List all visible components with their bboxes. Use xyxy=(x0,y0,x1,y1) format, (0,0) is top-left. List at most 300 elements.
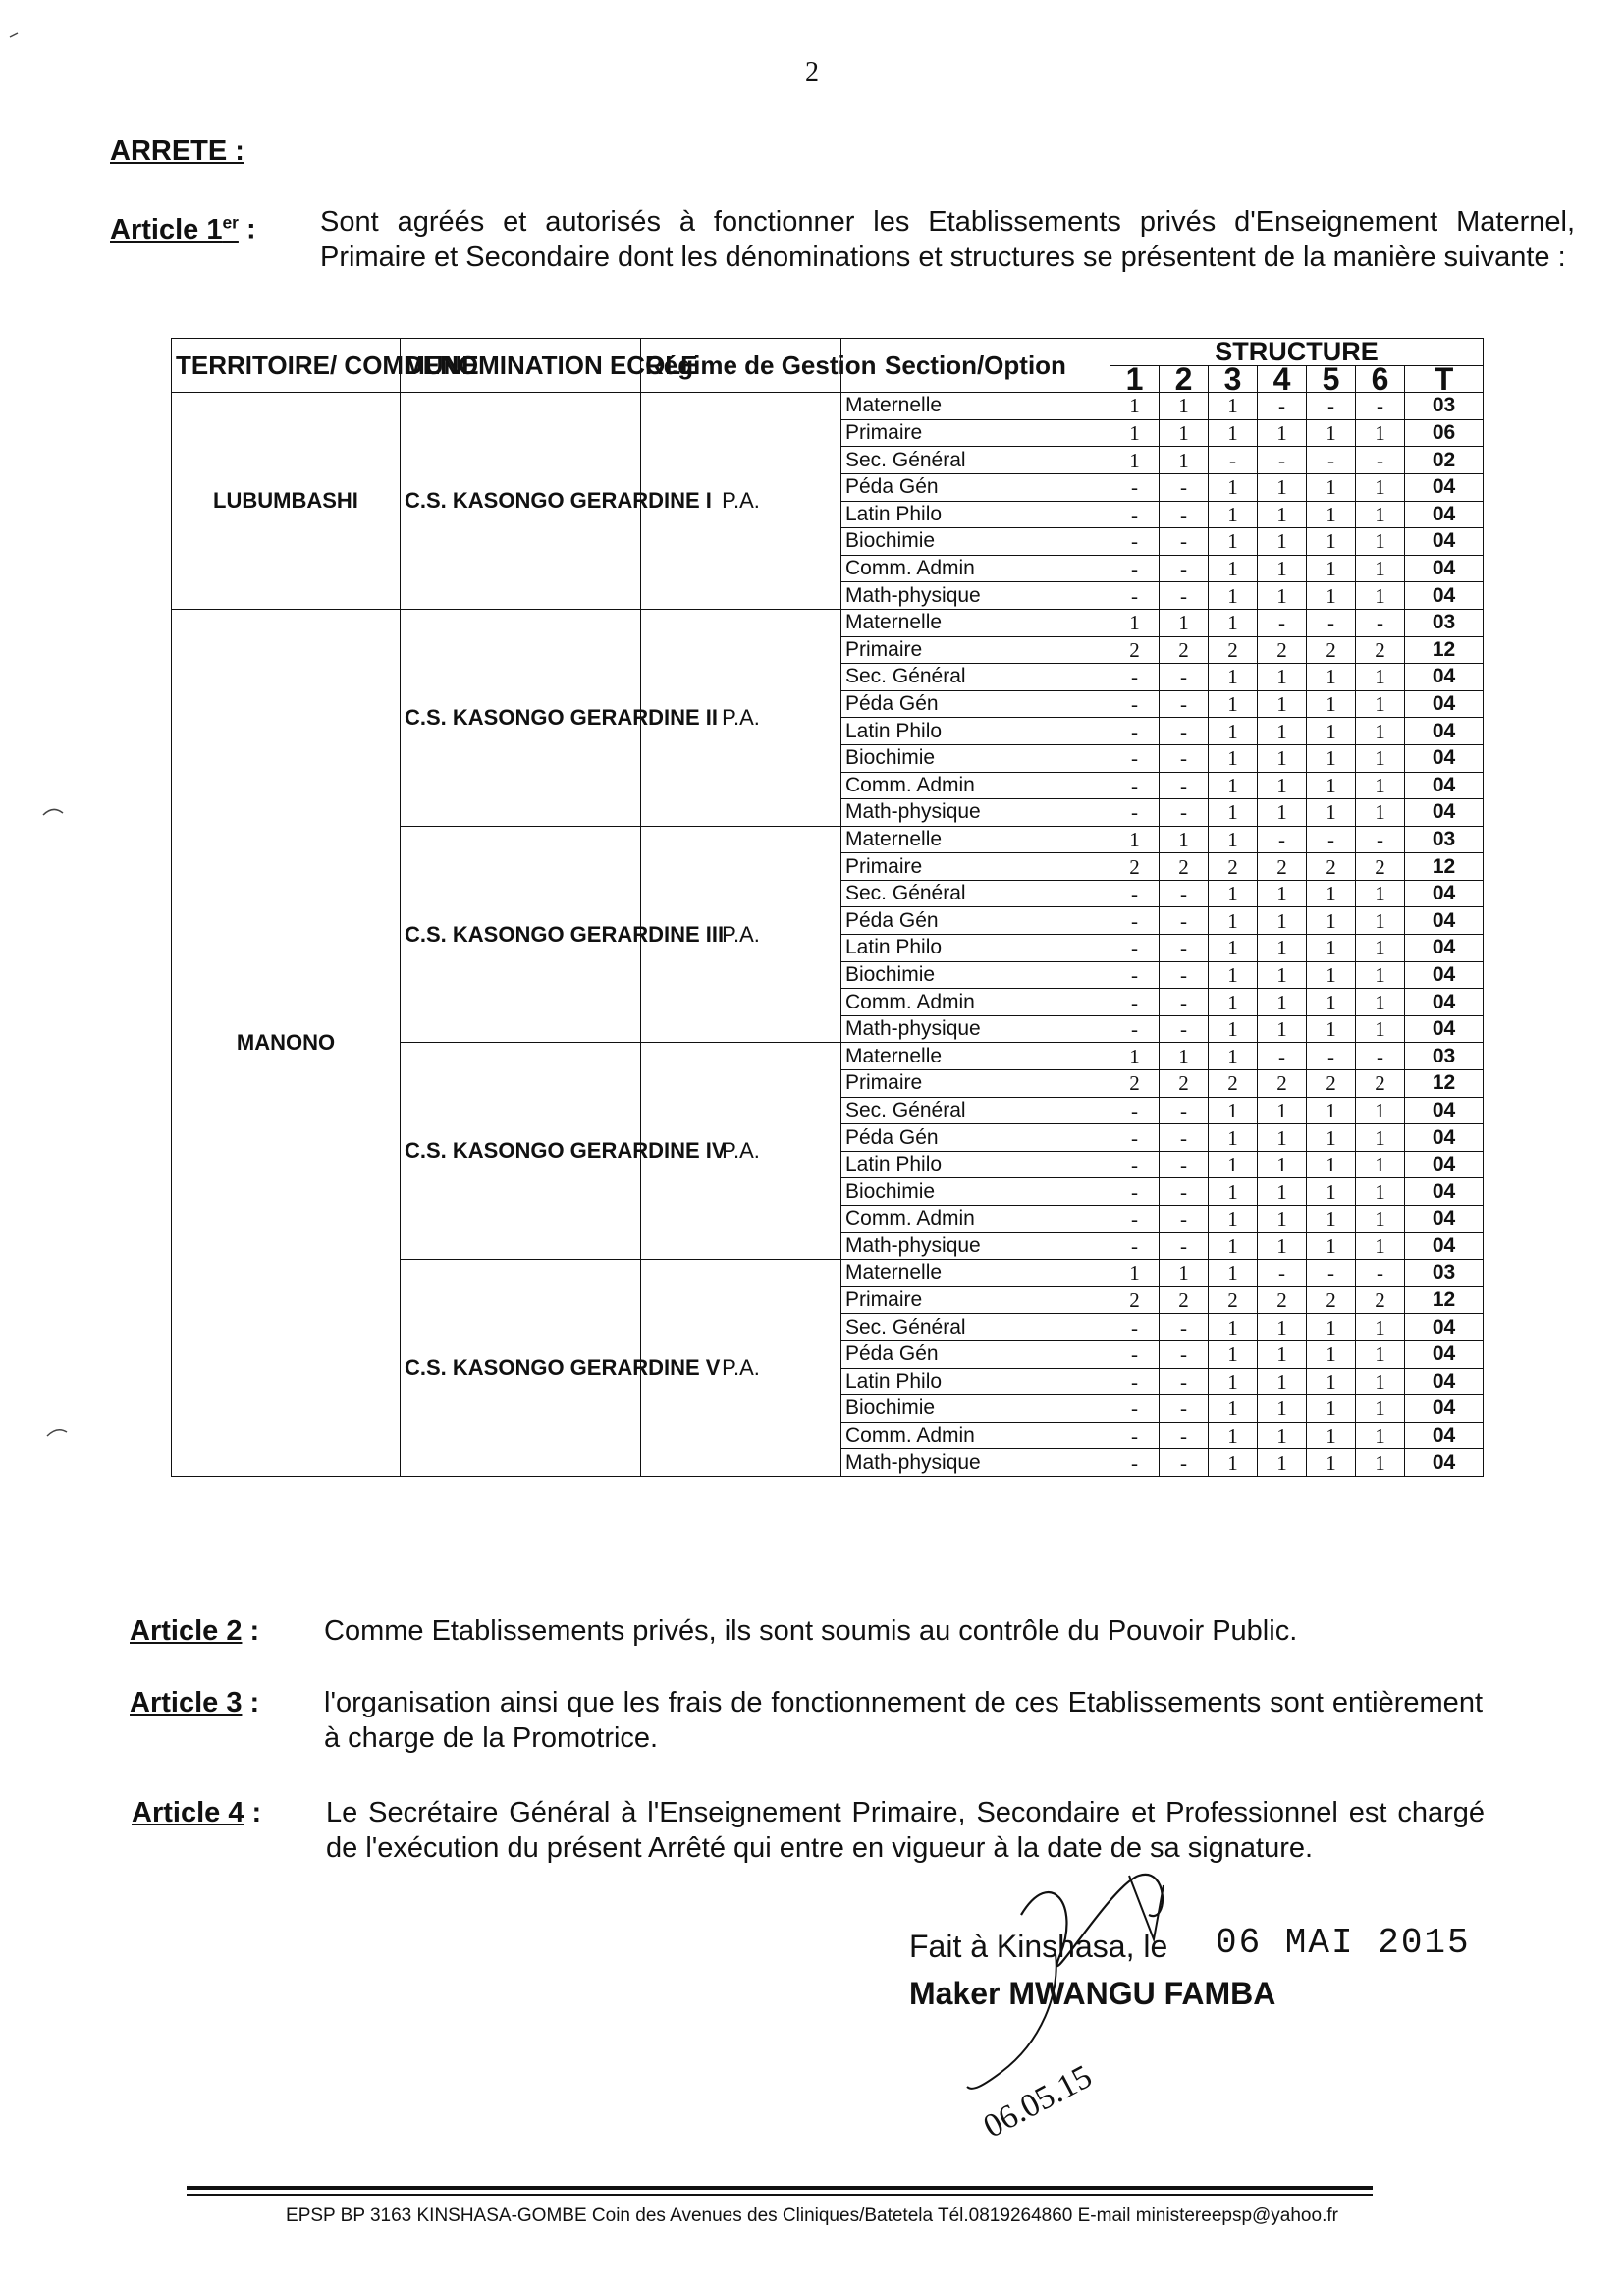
structure-value-cell: 1 xyxy=(1258,664,1307,691)
structure-value-cell: 1 xyxy=(1356,718,1405,745)
structure-value-cell: 1 xyxy=(1258,772,1307,799)
section-option-cell: Péda Gén xyxy=(841,473,1110,501)
structure-value-cell: 1 xyxy=(1258,989,1307,1016)
structure-value-cell: 1 xyxy=(1209,690,1258,718)
structure-value-cell: 1 xyxy=(1356,555,1405,582)
structure-value-cell: - xyxy=(1307,447,1356,474)
structure-total-cell: 04 xyxy=(1405,664,1484,691)
structure-value-cell: - xyxy=(1160,1015,1209,1043)
structure-value-cell: 1 xyxy=(1209,1097,1258,1124)
structure-total-cell: 04 xyxy=(1405,1097,1484,1124)
structure-value-cell: - xyxy=(1160,1314,1209,1341)
structure-value-cell: 1 xyxy=(1209,555,1258,582)
section-option-cell: Maternelle xyxy=(841,826,1110,853)
structure-value-cell: 1 xyxy=(1356,1015,1405,1043)
structure-value-cell: - xyxy=(1258,393,1307,420)
structure-total-cell: 04 xyxy=(1405,1395,1484,1423)
structure-value-cell: - xyxy=(1160,1124,1209,1152)
article-3-text: l'organisation ainsi que les frais de fonctionnement de ces Etablissements sont entièrement à charge de la Promotrice. xyxy=(324,1687,1483,1754)
section-option-cell: Biochimie xyxy=(841,961,1110,989)
regime-cell: P.A. xyxy=(641,826,841,1043)
structure-value-cell: 1 xyxy=(1307,1340,1356,1368)
section-option-cell: Latin Philo xyxy=(841,718,1110,745)
structure-total-cell: 04 xyxy=(1405,1206,1484,1233)
structure-total-cell: 04 xyxy=(1405,1449,1484,1477)
structure-total-cell: 04 xyxy=(1405,582,1484,610)
section-option-cell: Latin Philo xyxy=(841,935,1110,962)
structure-value-cell: 1 xyxy=(1307,664,1356,691)
structure-value-cell: 1 xyxy=(1307,1422,1356,1449)
structure-value-cell: 1 xyxy=(1356,1368,1405,1395)
structure-value-cell: 1 xyxy=(1307,799,1356,827)
structure-value-cell: 1 xyxy=(1307,1015,1356,1043)
structure-value-cell: - xyxy=(1160,1368,1209,1395)
structure-value-cell: 1 xyxy=(1209,1368,1258,1395)
structure-table xyxy=(171,338,1484,1477)
section-option-cell: Péda Gén xyxy=(841,907,1110,935)
structure-value-cell: 2 xyxy=(1209,853,1258,881)
structure-value-cell: 1 xyxy=(1160,826,1209,853)
structure-value-cell: 2 xyxy=(1160,636,1209,664)
structure-value-cell: 1 xyxy=(1209,1124,1258,1152)
structure-value-cell: - xyxy=(1110,1314,1160,1341)
structure-value-cell: 2 xyxy=(1307,636,1356,664)
structure-value-cell: 2 xyxy=(1160,1070,1209,1098)
structure-value-cell: 1 xyxy=(1209,961,1258,989)
structure-total-cell: 04 xyxy=(1405,1422,1484,1449)
structure-value-cell: - xyxy=(1110,690,1160,718)
section-option-cell: Sec. Général xyxy=(841,447,1110,474)
structure-total-cell: 04 xyxy=(1405,744,1484,772)
structure-value-cell: - xyxy=(1110,1340,1160,1368)
structure-value-cell: - xyxy=(1258,609,1307,636)
structure-total-cell: 03 xyxy=(1405,826,1484,853)
structure-value-cell: - xyxy=(1110,1449,1160,1477)
structure-value-cell: - xyxy=(1110,1232,1160,1260)
structure-value-cell: 1 xyxy=(1110,826,1160,853)
section-option-cell: Primaire xyxy=(841,419,1110,447)
structure-value-cell: 1 xyxy=(1307,1206,1356,1233)
header-col-4: 4 xyxy=(1258,365,1307,393)
structure-total-cell: 04 xyxy=(1405,1178,1484,1206)
territory-cell: MANONO xyxy=(172,609,401,1476)
structure-value-cell: 1 xyxy=(1307,772,1356,799)
structure-value-cell: 1 xyxy=(1209,1422,1258,1449)
structure-value-cell: - xyxy=(1160,1449,1209,1477)
structure-value-cell: - xyxy=(1110,1124,1160,1152)
header-col-2: 2 xyxy=(1160,365,1209,393)
structure-value-cell: 1 xyxy=(1258,1206,1307,1233)
section-option-cell: Primaire xyxy=(841,853,1110,881)
structure-value-cell: 1 xyxy=(1209,772,1258,799)
structure-value-cell: 1 xyxy=(1258,961,1307,989)
structure-value-cell: - xyxy=(1110,718,1160,745)
school-name-cell: C.S. KASONGO GERARDINE V xyxy=(401,1260,641,1477)
table-row xyxy=(172,609,1484,636)
structure-value-cell: - xyxy=(1356,609,1405,636)
structure-value-cell: 1 xyxy=(1258,1232,1307,1260)
structure-value-cell: 2 xyxy=(1110,636,1160,664)
structure-total-cell: 04 xyxy=(1405,1314,1484,1341)
section-option-cell: Comm. Admin xyxy=(841,772,1110,799)
structure-value-cell: 1 xyxy=(1209,744,1258,772)
punch-mark xyxy=(47,1426,67,1438)
structure-value-cell: 1 xyxy=(1258,718,1307,745)
structure-value-cell: 1 xyxy=(1110,1260,1160,1287)
structure-value-cell: 1 xyxy=(1209,1340,1258,1368)
section-option-cell: Primaire xyxy=(841,636,1110,664)
structure-value-cell: 2 xyxy=(1307,853,1356,881)
structure-value-cell: 1 xyxy=(1356,1449,1405,1477)
structure-total-cell: 04 xyxy=(1405,718,1484,745)
structure-value-cell: 1 xyxy=(1356,664,1405,691)
structure-total-cell: 12 xyxy=(1405,1286,1484,1314)
structure-total-cell: 12 xyxy=(1405,853,1484,881)
article-1-label: Article 1er : xyxy=(110,212,256,245)
section-option-cell: Math-physique xyxy=(841,799,1110,827)
section-option-cell: Maternelle xyxy=(841,393,1110,420)
structure-value-cell: 2 xyxy=(1110,1286,1160,1314)
structure-value-cell: 1 xyxy=(1307,1124,1356,1152)
structure-value-cell: 1 xyxy=(1209,473,1258,501)
structure-value-cell: 1 xyxy=(1209,1314,1258,1341)
header-col-t: T xyxy=(1405,365,1484,393)
structure-value-cell: 1 xyxy=(1209,1043,1258,1070)
structure-value-cell: - xyxy=(1110,501,1160,528)
structure-value-cell: 1 xyxy=(1258,1422,1307,1449)
structure-value-cell: 1 xyxy=(1258,1151,1307,1178)
structure-value-cell: 1 xyxy=(1258,880,1307,907)
structure-value-cell: - xyxy=(1160,1340,1209,1368)
structure-value-cell: 1 xyxy=(1110,419,1160,447)
structure-total-cell: 04 xyxy=(1405,799,1484,827)
structure-value-cell: 1 xyxy=(1307,1395,1356,1423)
structure-value-cell: 1 xyxy=(1258,744,1307,772)
structure-value-cell: - xyxy=(1110,1368,1160,1395)
header-section: Section/Option xyxy=(841,339,1110,393)
structure-value-cell: 1 xyxy=(1356,1314,1405,1341)
structure-value-cell: 1 xyxy=(1258,1015,1307,1043)
structure-value-cell: 2 xyxy=(1209,1286,1258,1314)
structure-value-cell: - xyxy=(1110,473,1160,501)
section-option-cell: Péda Gén xyxy=(841,1124,1110,1152)
structure-value-cell: - xyxy=(1160,1178,1209,1206)
structure-value-cell: 1 xyxy=(1307,907,1356,935)
structure-value-cell: 1 xyxy=(1356,419,1405,447)
structure-value-cell: 2 xyxy=(1307,1070,1356,1098)
structure-value-cell: - xyxy=(1110,555,1160,582)
article-3-label: Article 3 : xyxy=(130,1687,260,1718)
section-option-cell: Biochimie xyxy=(841,1395,1110,1423)
regime-cell: P.A. xyxy=(641,1043,841,1260)
structure-value-cell: 2 xyxy=(1209,1070,1258,1098)
section-option-cell: Comm. Admin xyxy=(841,989,1110,1016)
structure-value-cell: 1 xyxy=(1160,1260,1209,1287)
structure-total-cell: 04 xyxy=(1405,528,1484,556)
structure-value-cell: 1 xyxy=(1307,473,1356,501)
structure-value-cell: 1 xyxy=(1209,664,1258,691)
section-option-cell: Péda Gén xyxy=(841,690,1110,718)
structure-value-cell: 2 xyxy=(1110,1070,1160,1098)
structure-value-cell: 1 xyxy=(1209,718,1258,745)
section-option-cell: Comm. Admin xyxy=(841,1422,1110,1449)
structure-total-cell: 04 xyxy=(1405,1232,1484,1260)
structure-value-cell: 1 xyxy=(1209,419,1258,447)
signature-place: Fait à Kinshasa, le xyxy=(909,1929,1168,1964)
section-option-cell: Comm. Admin xyxy=(841,555,1110,582)
structure-value-cell: 2 xyxy=(1307,1286,1356,1314)
structure-value-cell: 1 xyxy=(1110,609,1160,636)
structure-value-cell: 1 xyxy=(1160,419,1209,447)
structure-value-cell: 1 xyxy=(1258,528,1307,556)
structure-value-cell: - xyxy=(1110,1422,1160,1449)
structure-value-cell: - xyxy=(1160,1097,1209,1124)
structure-value-cell: - xyxy=(1356,826,1405,853)
article-2-label: Article 2 : xyxy=(130,1615,260,1647)
structure-value-cell: 1 xyxy=(1356,1232,1405,1260)
structure-value-cell: - xyxy=(1110,772,1160,799)
section-option-cell: Latin Philo xyxy=(841,1151,1110,1178)
structure-value-cell: 2 xyxy=(1258,853,1307,881)
section-option-cell: Biochimie xyxy=(841,528,1110,556)
structure-value-cell: 1 xyxy=(1356,1206,1405,1233)
structure-value-cell: - xyxy=(1307,393,1356,420)
punch-mark xyxy=(43,805,63,817)
structure-value-cell: - xyxy=(1160,1395,1209,1423)
structure-value-cell: - xyxy=(1356,1260,1405,1287)
structure-value-cell: 1 xyxy=(1110,393,1160,420)
page-number: 2 xyxy=(805,57,819,87)
structure-value-cell: 1 xyxy=(1258,1314,1307,1341)
structure-value-cell: 2 xyxy=(1356,1286,1405,1314)
structure-value-cell: 2 xyxy=(1356,853,1405,881)
structure-value-cell: 2 xyxy=(1356,636,1405,664)
structure-value-cell: 1 xyxy=(1356,1124,1405,1152)
structure-value-cell: 1 xyxy=(1356,744,1405,772)
structure-value-cell: 1 xyxy=(1307,582,1356,610)
structure-value-cell: 1 xyxy=(1209,1178,1258,1206)
structure-value-cell: - xyxy=(1110,1206,1160,1233)
structure-value-cell: 1 xyxy=(1258,1178,1307,1206)
scan-mark xyxy=(8,29,27,41)
section-option-cell: Math-physique xyxy=(841,582,1110,610)
structure-value-cell: 1 xyxy=(1356,1422,1405,1449)
regime-cell: P.A. xyxy=(641,1260,841,1477)
structure-value-cell: - xyxy=(1110,582,1160,610)
structure-total-cell: 04 xyxy=(1405,1368,1484,1395)
section-option-cell: Latin Philo xyxy=(841,501,1110,528)
structure-value-cell: 1 xyxy=(1307,1097,1356,1124)
section-option-cell: Primaire xyxy=(841,1286,1110,1314)
structure-value-cell: 1 xyxy=(1258,799,1307,827)
structure-value-cell: 1 xyxy=(1209,501,1258,528)
structure-value-cell: - xyxy=(1160,880,1209,907)
structure-value-cell: 1 xyxy=(1307,935,1356,962)
section-option-cell: Sec. Général xyxy=(841,664,1110,691)
structure-value-cell: - xyxy=(1110,799,1160,827)
structure-value-cell: 2 xyxy=(1160,1286,1209,1314)
structure-total-cell: 04 xyxy=(1405,880,1484,907)
structure-value-cell: 1 xyxy=(1307,1232,1356,1260)
structure-value-cell: 1 xyxy=(1209,880,1258,907)
structure-value-cell: 1 xyxy=(1209,1395,1258,1423)
structure-value-cell: - xyxy=(1110,1178,1160,1206)
structure-value-cell: 1 xyxy=(1356,690,1405,718)
structure-value-cell: - xyxy=(1160,1232,1209,1260)
structure-value-cell: 1 xyxy=(1307,1151,1356,1178)
structure-total-cell: 04 xyxy=(1405,501,1484,528)
structure-value-cell: - xyxy=(1160,1151,1209,1178)
structure-value-cell: - xyxy=(1110,989,1160,1016)
article-1-text: Sont agréés et autorisés à fonctionner les Etablissements privés d'Enseignement Maternel, Primaire et Secondaire dont les dénominations et structures se présentent de la manière suivante : xyxy=(320,206,1575,273)
structure-value-cell: 1 xyxy=(1356,935,1405,962)
structure-value-cell: 1 xyxy=(1258,907,1307,935)
structure-value-cell: 1 xyxy=(1258,555,1307,582)
structure-value-cell: 1 xyxy=(1356,1151,1405,1178)
header-col-1: 1 xyxy=(1110,365,1160,393)
structure-total-cell: 12 xyxy=(1405,1070,1484,1098)
structure-value-cell: 2 xyxy=(1258,1070,1307,1098)
structure-value-cell: - xyxy=(1258,1260,1307,1287)
structure-value-cell: - xyxy=(1160,555,1209,582)
structure-value-cell: 1 xyxy=(1258,1449,1307,1477)
footer-address: EPSP BP 3163 KINSHASA-GOMBE Coin des Avenues des Cliniques/Batetela Tél.0819264860 E-mail ministereepsp@yahoo.fr xyxy=(286,2206,1338,2226)
structure-total-cell: 02 xyxy=(1405,447,1484,474)
structure-value-cell: 1 xyxy=(1258,1368,1307,1395)
structure-value-cell: - xyxy=(1110,907,1160,935)
structure-value-cell: 1 xyxy=(1209,582,1258,610)
section-option-cell: Sec. Général xyxy=(841,1314,1110,1341)
school-name-cell: C.S. KASONGO GERARDINE II xyxy=(401,609,641,826)
structure-value-cell: 1 xyxy=(1307,1449,1356,1477)
article-2-text: Comme Etablissements privés, ils sont soumis au contrôle du Pouvoir Public. xyxy=(324,1615,1298,1647)
date-stamp: 06 MAI 2015 xyxy=(1216,1923,1471,1963)
structure-value-cell: - xyxy=(1307,826,1356,853)
structure-value-cell: 1 xyxy=(1356,772,1405,799)
structure-value-cell: 1 xyxy=(1307,528,1356,556)
structure-value-cell: 1 xyxy=(1110,1043,1160,1070)
structure-value-cell: 1 xyxy=(1307,1368,1356,1395)
structure-value-cell: 1 xyxy=(1307,419,1356,447)
header-structure: STRUCTURE xyxy=(1110,339,1484,366)
structure-value-cell: 1 xyxy=(1258,1097,1307,1124)
section-option-cell: Maternelle xyxy=(841,609,1110,636)
structure-value-cell: 2 xyxy=(1160,853,1209,881)
structure-value-cell: 2 xyxy=(1110,853,1160,881)
structure-value-cell: - xyxy=(1160,772,1209,799)
structure-value-cell: 2 xyxy=(1258,636,1307,664)
school-name-cell: C.S. KASONGO GERARDINE IV xyxy=(401,1043,641,1260)
structure-total-cell: 03 xyxy=(1405,1260,1484,1287)
structure-value-cell: 1 xyxy=(1209,826,1258,853)
signatory-name: Maker MWANGU FAMBA xyxy=(909,1976,1276,2011)
structure-value-cell: 1 xyxy=(1258,473,1307,501)
structure-value-cell: 1 xyxy=(1356,1097,1405,1124)
structure-value-cell: - xyxy=(1160,744,1209,772)
school-name-cell: C.S. KASONGO GERARDINE I xyxy=(401,393,641,610)
structure-value-cell: - xyxy=(1160,961,1209,989)
structure-value-cell: - xyxy=(1160,473,1209,501)
structure-value-cell: - xyxy=(1356,1043,1405,1070)
structure-value-cell: 1 xyxy=(1356,799,1405,827)
structure-value-cell: - xyxy=(1160,718,1209,745)
structure-total-cell: 04 xyxy=(1405,1124,1484,1152)
structure-value-cell: 1 xyxy=(1356,907,1405,935)
structure-total-cell: 04 xyxy=(1405,907,1484,935)
structure-value-cell: 1 xyxy=(1356,880,1405,907)
handwritten-date: 06.05.15 xyxy=(977,2058,1099,2146)
header-col-3: 3 xyxy=(1209,365,1258,393)
structure-total-cell: 06 xyxy=(1405,419,1484,447)
structure-value-cell: 2 xyxy=(1209,636,1258,664)
structure-value-cell: - xyxy=(1110,880,1160,907)
school-name-cell: C.S. KASONGO GERARDINE III xyxy=(401,826,641,1043)
structure-value-cell: 1 xyxy=(1258,582,1307,610)
structure-value-cell: - xyxy=(1356,393,1405,420)
structure-value-cell: - xyxy=(1209,447,1258,474)
structure-value-cell: 1 xyxy=(1307,880,1356,907)
structure-value-cell: 1 xyxy=(1209,528,1258,556)
structure-value-cell: 1 xyxy=(1307,989,1356,1016)
footer-rule xyxy=(187,2186,1373,2190)
header-regime: Régime de Gestion xyxy=(641,339,841,393)
structure-value-cell: 1 xyxy=(1356,473,1405,501)
structure-value-cell: - xyxy=(1160,935,1209,962)
structure-value-cell: - xyxy=(1110,528,1160,556)
footer-rule-thin xyxy=(187,2194,1373,2196)
structure-value-cell: 1 xyxy=(1356,1178,1405,1206)
structure-value-cell: 1 xyxy=(1209,799,1258,827)
structure-total-cell: 04 xyxy=(1405,690,1484,718)
structure-value-cell: 1 xyxy=(1356,1340,1405,1368)
structure-value-cell: - xyxy=(1258,447,1307,474)
structure-value-cell: - xyxy=(1160,690,1209,718)
structure-total-cell: 04 xyxy=(1405,989,1484,1016)
structure-value-cell: 1 xyxy=(1307,1314,1356,1341)
structure-value-cell: - xyxy=(1110,744,1160,772)
structure-value-cell: 1 xyxy=(1258,1124,1307,1152)
structure-total-cell: 03 xyxy=(1405,1043,1484,1070)
structure-value-cell: 1 xyxy=(1258,1395,1307,1423)
structure-total-cell: 04 xyxy=(1405,772,1484,799)
structure-value-cell: - xyxy=(1160,501,1209,528)
section-option-cell: Biochimie xyxy=(841,1178,1110,1206)
structure-value-cell: 1 xyxy=(1356,501,1405,528)
structure-value-cell: 1 xyxy=(1209,1151,1258,1178)
arrete-heading: ARRETE : xyxy=(110,136,244,167)
structure-value-cell: 1 xyxy=(1307,690,1356,718)
regime-cell: P.A. xyxy=(641,393,841,610)
structure-value-cell: - xyxy=(1307,1260,1356,1287)
structure-total-cell: 12 xyxy=(1405,636,1484,664)
structure-value-cell: 1 xyxy=(1307,744,1356,772)
structure-value-cell: 1 xyxy=(1209,393,1258,420)
section-option-cell: Latin Philo xyxy=(841,1368,1110,1395)
structure-value-cell: - xyxy=(1160,907,1209,935)
structure-total-cell: 04 xyxy=(1405,473,1484,501)
structure-value-cell: - xyxy=(1160,664,1209,691)
structure-value-cell: 1 xyxy=(1209,935,1258,962)
structure-value-cell: 1 xyxy=(1307,718,1356,745)
structure-value-cell: - xyxy=(1160,799,1209,827)
structure-total-cell: 04 xyxy=(1405,935,1484,962)
section-option-cell: Primaire xyxy=(841,1070,1110,1098)
structure-value-cell: 1 xyxy=(1307,1178,1356,1206)
structure-value-cell: 1 xyxy=(1160,393,1209,420)
structure-value-cell: 1 xyxy=(1356,528,1405,556)
structure-value-cell: 1 xyxy=(1258,419,1307,447)
structure-value-cell: 1 xyxy=(1307,961,1356,989)
